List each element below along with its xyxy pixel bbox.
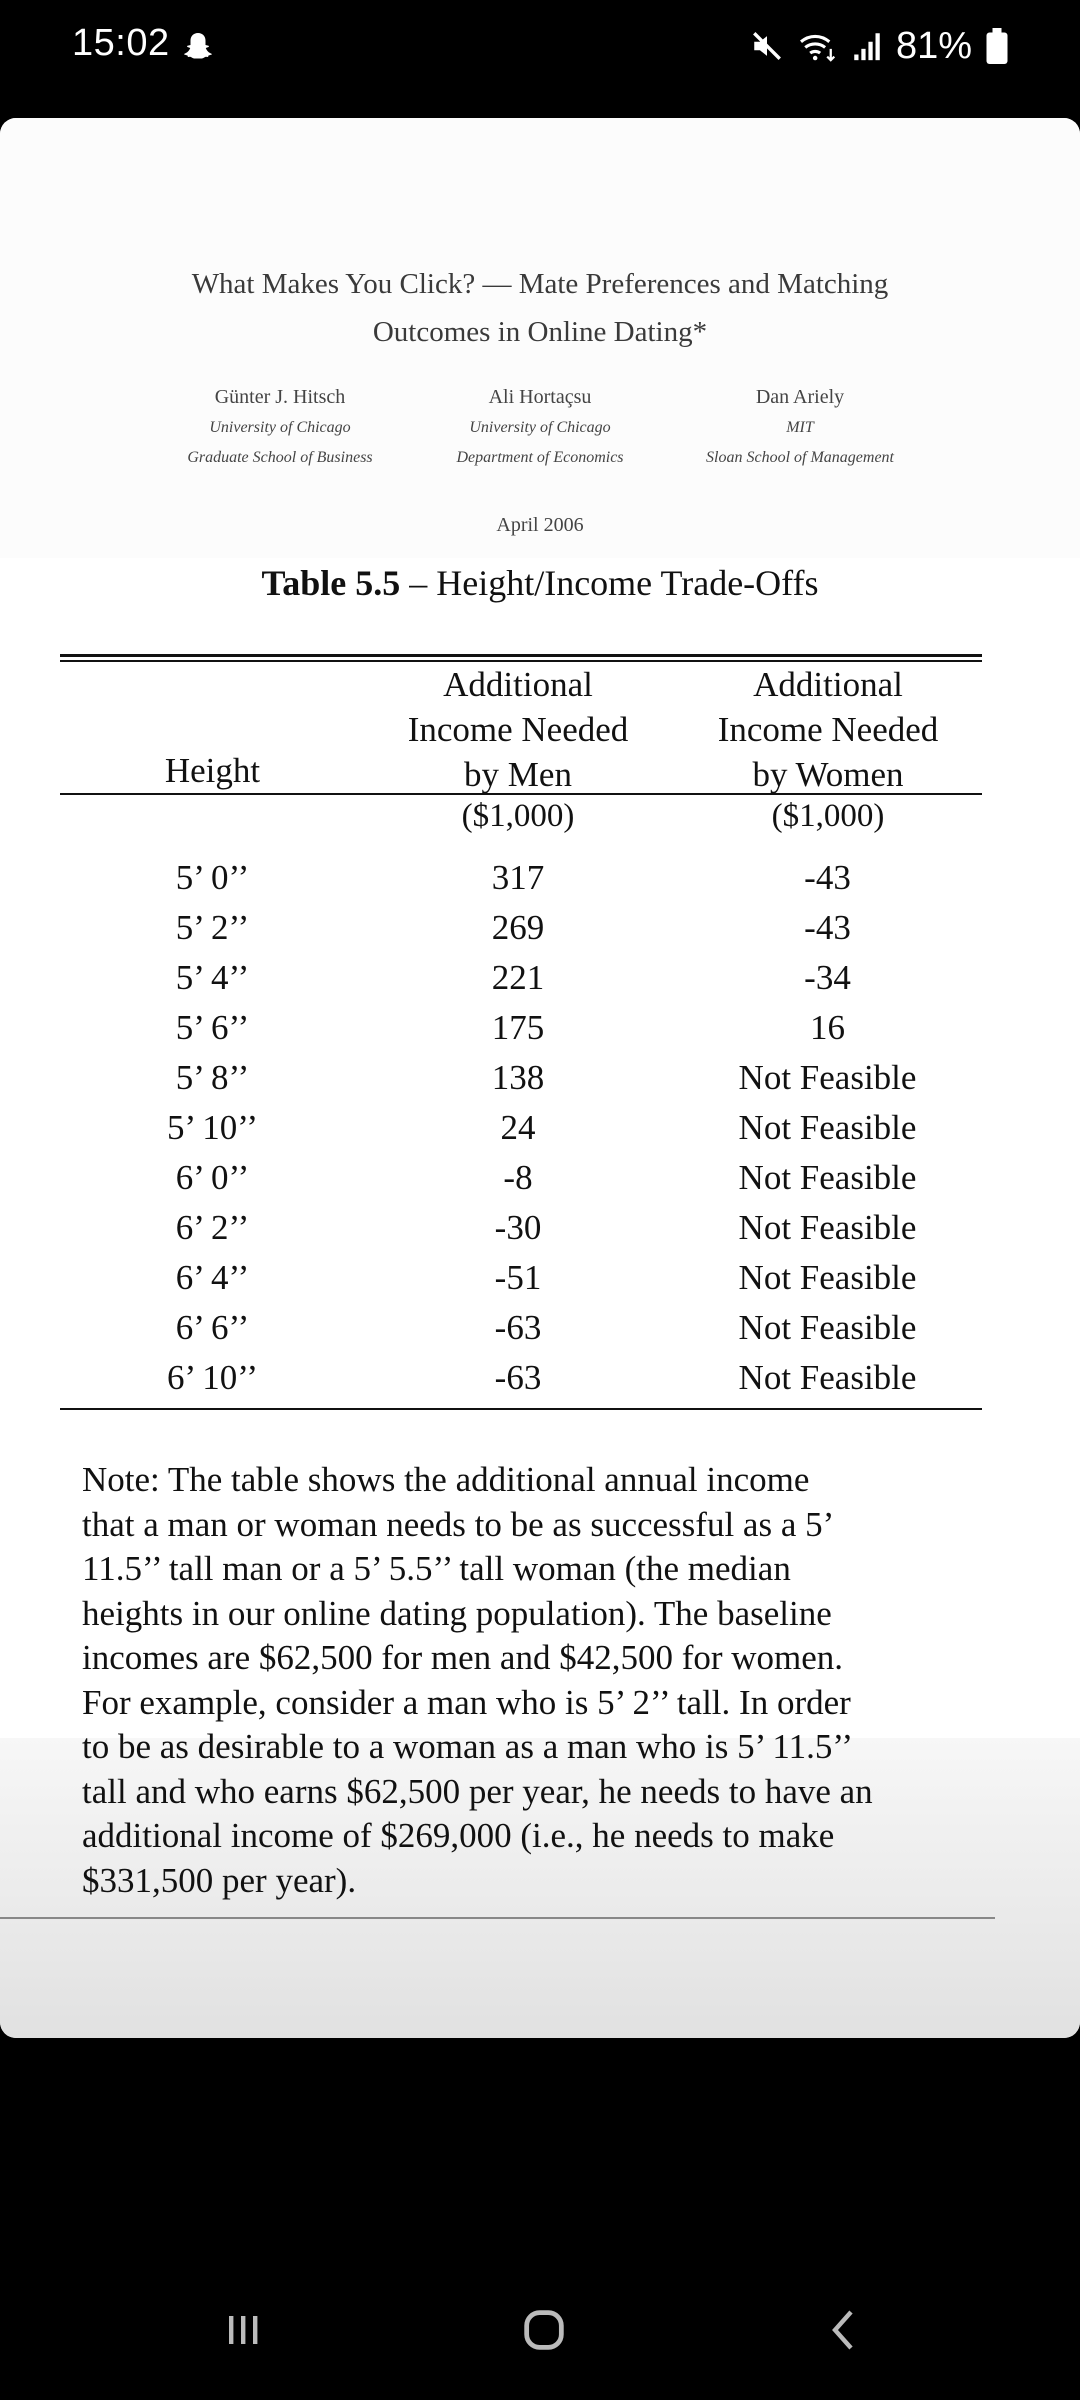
cell-height: 5’ 10’’ <box>166 1108 259 1147</box>
cell-women: Not Feasible <box>738 1258 917 1297</box>
cell-men: 24 <box>500 1108 536 1147</box>
cell-men: -51 <box>494 1258 542 1297</box>
battery-icon <box>986 28 1008 64</box>
cell-height: 6’ 6’’ <box>175 1308 250 1347</box>
cell-height: 5’ 2’’ <box>175 908 250 947</box>
cell-women: -43 <box>804 858 851 897</box>
image-viewer[interactable] <box>0 118 1080 2038</box>
cell-women: Not Feasible <box>738 1208 917 1247</box>
cell-height: 5’ 6’’ <box>175 1008 250 1047</box>
cell-men: -30 <box>494 1208 542 1247</box>
note-line: heights in our online dating population). The baseline <box>82 1593 832 1633</box>
cell-men: 221 <box>491 958 545 997</box>
note-line: that a man or woman needs to be as successful as a 5’ <box>82 1504 835 1544</box>
note-line: 11.5’’ tall man or a 5’ 5.5’’ tall woman (the median <box>82 1549 791 1588</box>
cell-men: 269 <box>491 908 545 947</box>
author-affiliation: University of Chicago <box>209 419 351 436</box>
cell-height: 6’ 10’’ <box>166 1358 259 1397</box>
mute-icon <box>750 29 784 63</box>
bottom-divider <box>0 1917 995 1919</box>
cell-women: Not Feasible <box>738 1158 917 1197</box>
recent-apps-button[interactable] <box>183 2260 303 2400</box>
header-men-line: Income Needed <box>407 710 629 749</box>
status-bar <box>0 0 1080 96</box>
author-name: Ali Hortaçsu <box>488 386 592 408</box>
paper-date: April 2006 <box>496 514 584 536</box>
home-button[interactable] <box>484 2260 604 2400</box>
cell-height: 6’ 4’’ <box>175 1258 250 1297</box>
header-men-line: by Men <box>464 755 572 794</box>
snapchat-icon <box>180 30 216 66</box>
author-name: Günter J. Hitsch <box>214 386 346 408</box>
recent-apps-icon <box>219 2306 267 2354</box>
note-line: Note: The table shows the additional annual income <box>82 1460 810 1499</box>
back-icon <box>821 2306 869 2354</box>
status-right <box>750 22 1008 70</box>
note-line: tall and who earns $62,500 per year, he needs to have an <box>82 1771 873 1811</box>
header-women-line: Income Needed <box>717 710 939 749</box>
note-line: incomes are $62,500 for men and $42,500 for women. <box>82 1638 844 1677</box>
note-line: additional income of $269,000 (i.e., he needs to make <box>82 1816 835 1855</box>
cell-women: Not Feasible <box>738 1108 917 1147</box>
author-department: Sloan School of Management <box>706 449 894 466</box>
battery-percent: 81% <box>895 24 972 67</box>
cell-height: 5’ 4’’ <box>175 958 250 997</box>
units-women: ($1,000) <box>771 798 885 834</box>
author-affiliation: MIT <box>786 419 814 436</box>
cell-women: -43 <box>804 908 851 947</box>
note-line: to be as desirable to a woman as a man who is 5’ 11.5’’ <box>82 1727 854 1766</box>
cell-men: -63 <box>494 1308 542 1347</box>
note-line: For example, consider a man who is 5’ 2’’ tall. In order <box>82 1682 851 1722</box>
header-women-line: Additional <box>753 665 903 704</box>
paper-title-line1: What Makes You Click? — Mate Preferences and Matching <box>191 268 889 300</box>
cell-women: -34 <box>804 958 851 997</box>
back-button[interactable] <box>785 2260 905 2400</box>
author-department: Graduate School of Business <box>187 449 373 466</box>
wifi-icon <box>798 29 838 63</box>
cell-women: Not Feasible <box>738 1358 917 1397</box>
cell-men: 175 <box>491 1008 545 1047</box>
signal-icon <box>852 29 882 63</box>
note-wrap <box>0 118 1080 2038</box>
paper-title-line2: Outcomes in Online Dating* <box>372 316 708 348</box>
header-height: Height <box>164 751 261 790</box>
navigation-bar <box>0 2260 1080 2400</box>
table-number: Table 5.5 <box>261 563 401 603</box>
table-title: – Height/Income Trade-Offs <box>400 563 819 603</box>
units-men: ($1,000) <box>461 798 575 834</box>
table-note <box>82 1458 982 1903</box>
home-icon <box>518 2304 570 2356</box>
header-women-line: by Women <box>752 755 904 794</box>
cell-men: 138 <box>491 1058 545 1097</box>
cell-height: 5’ 0’’ <box>175 858 250 897</box>
cell-women: Not Feasible <box>738 1308 917 1347</box>
author-department: Department of Economics <box>456 449 624 466</box>
author-affiliation: University of Chicago <box>469 419 611 436</box>
cell-height: 5’ 8’’ <box>175 1058 250 1097</box>
cell-height: 6’ 2’’ <box>175 1208 250 1247</box>
cell-women: 16 <box>810 1008 845 1047</box>
cell-men: -8 <box>503 1158 533 1197</box>
cell-men: -63 <box>494 1358 542 1397</box>
status-time: 15:02 <box>72 22 170 64</box>
cell-height: 6’ 0’’ <box>175 1158 250 1197</box>
header-men-line: Additional <box>443 665 593 704</box>
cell-women: Not Feasible <box>738 1058 917 1097</box>
author-name: Dan Ariely <box>755 386 845 408</box>
cell-men: 317 <box>491 858 545 897</box>
note-line: $331,500 per year). <box>82 1860 357 1900</box>
